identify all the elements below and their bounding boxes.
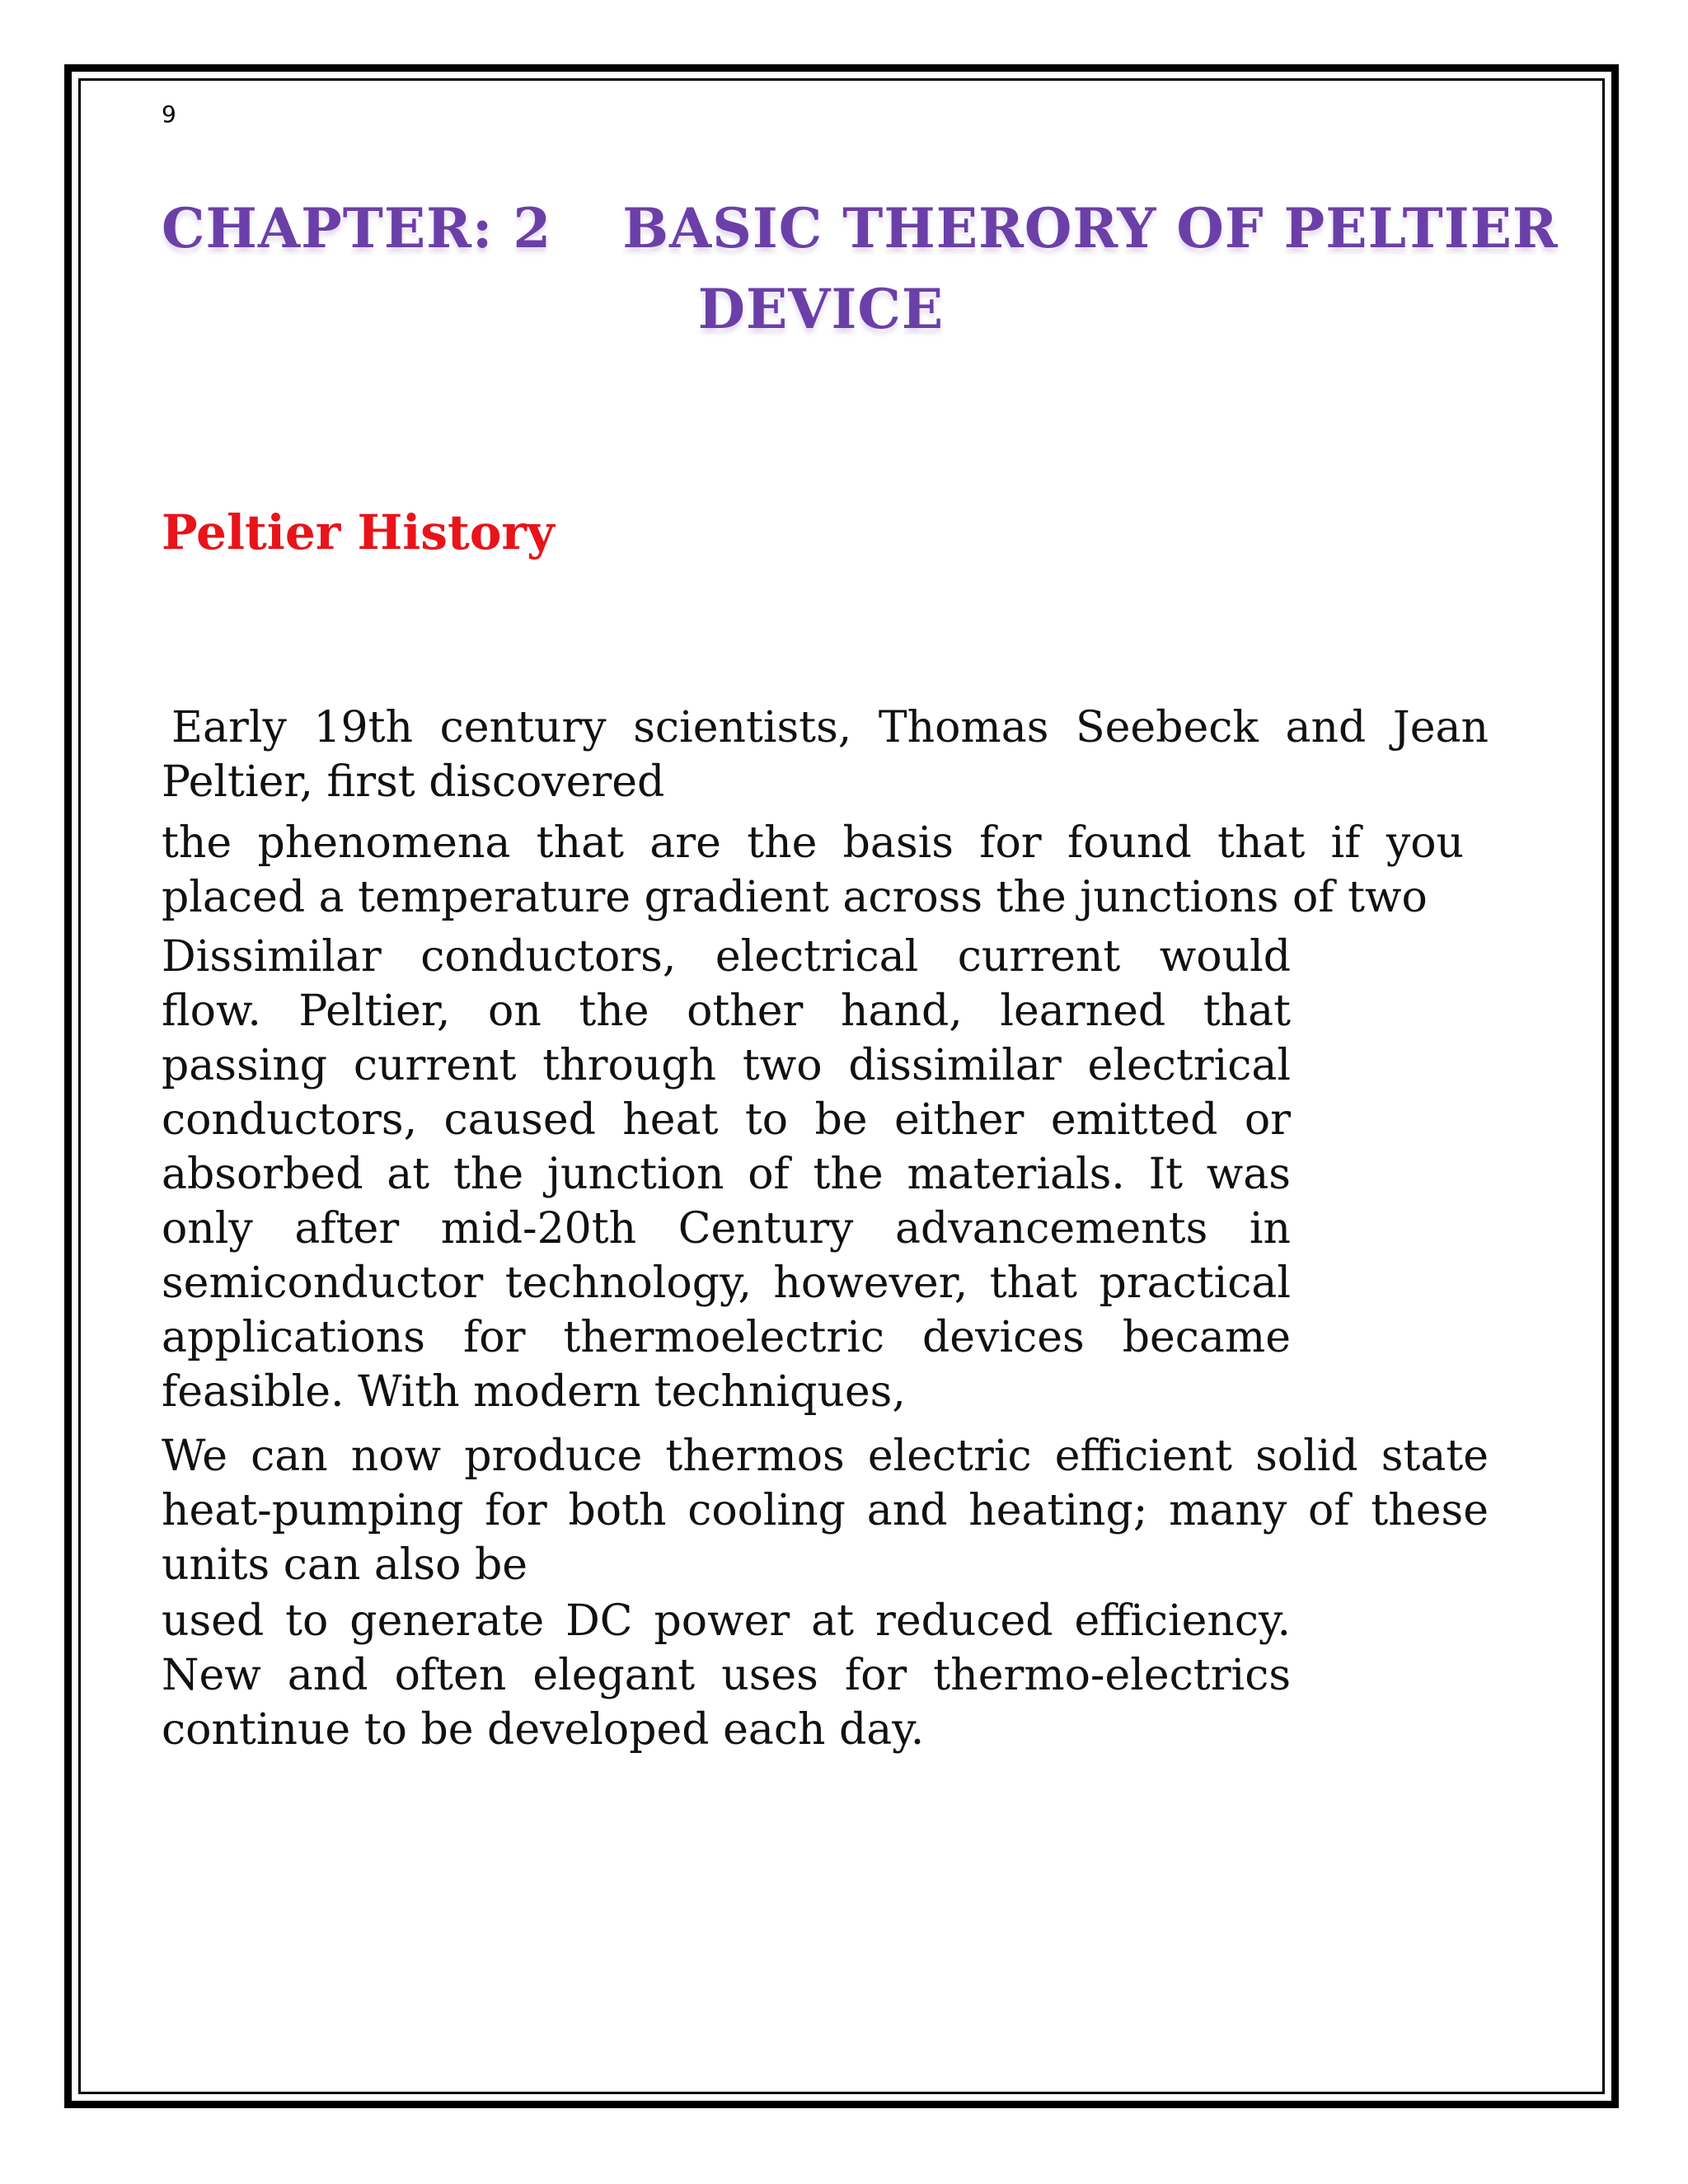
chapter-heading	[162, 196, 1559, 341]
chapter-title-line1: BASIC THERORY OF PELTIER	[622, 196, 1559, 260]
chapter-label: CHAPTER: 2	[162, 196, 552, 260]
paragraph-5: used to generate DC power at reduced efficiency. New and often elegant uses for thermo-electrics continue to be developed each day.	[162, 1596, 1291, 1755]
paragraph-4: We can now produce thermos electric efficient solid state heat-pumping for both cooling and heating; many of these units can also be	[162, 1432, 1489, 1590]
paragraph-1: Early 19th century scientists, Thomas Seebeck and Jean Peltier, first discovered	[162, 703, 1489, 807]
section-heading: Peltier History	[162, 504, 555, 560]
paragraph-3: Dissimilar conductors, electrical current would flow. Peltier, on the other hand, learned that passing current through two dissimilar electrical conductors, caused heat to be either emitted or absorbed at the junction of the materials. It was only after mid-20th Century advancements in semiconductor technology, however, that practical applications for thermoelectric devices became feasible. With modern techniques,	[162, 932, 1291, 1417]
chapter-heading-line1	[162, 196, 1559, 260]
paragraph-2: the phenomena that are the basis for found that if you placed a temperature gradient across the junctions of two	[162, 818, 1464, 922]
chapter-title-line2: DEVICE	[697, 277, 945, 341]
page-number: 9	[162, 101, 176, 128]
